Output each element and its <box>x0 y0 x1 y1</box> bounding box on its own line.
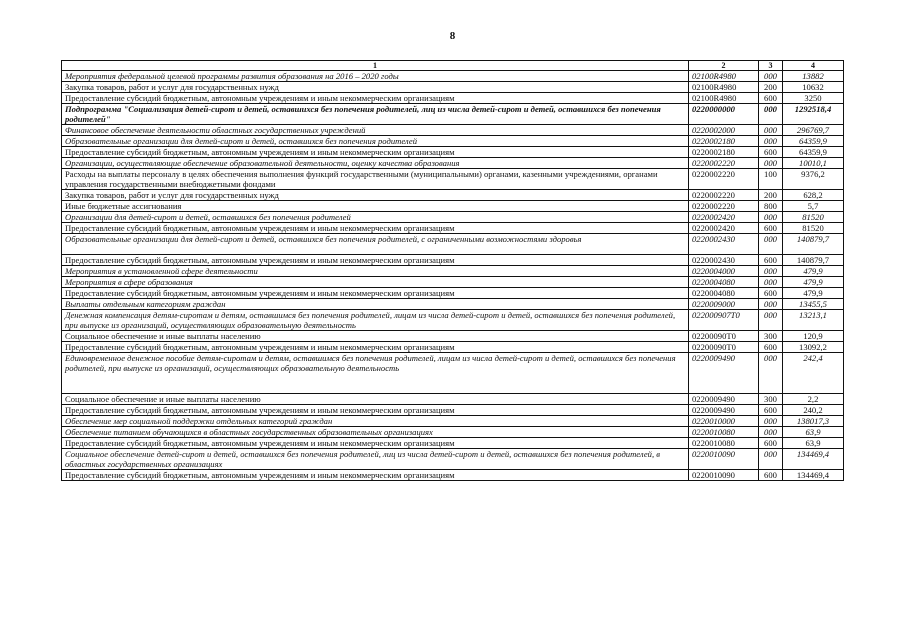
cell-expense-type: 300 <box>759 394 783 405</box>
table-body <box>62 71 844 481</box>
cell-name: Единовременное денежное пособие детям-сиротам и детям, оставшимся без попечения родителей, лицам из числа детей-сирот и детей, оставшихся без попечения родителей, при выпуске из организаций, осуществляющих образовательную деятельность <box>62 353 689 394</box>
table-row <box>62 266 844 277</box>
cell-expense-type: 000 <box>759 416 783 427</box>
cell-expense-type: 000 <box>759 299 783 310</box>
cell-sum: 13213,1 <box>783 310 844 331</box>
cell-name: Обеспечение мер социальной поддержки отдельных категорий граждан <box>62 416 689 427</box>
cell-sum: 10632 <box>783 82 844 93</box>
cell-sum: 138017,3 <box>783 416 844 427</box>
cell-sum: 134469,4 <box>783 470 844 481</box>
cell-name: Иные бюджетные ассигнования <box>62 201 689 212</box>
cell-code: 0220002000 <box>689 125 759 136</box>
cell-sum: 13882 <box>783 71 844 82</box>
cell-expense-type: 000 <box>759 277 783 288</box>
cell-code: 0220009000 <box>689 299 759 310</box>
cell-name: Подпрограмма "Социализация детей-сирот и детей, оставшихся без попечения родителей, лиц из числа детей-сирот и детей, оставшихся без попечения родителей" <box>62 104 689 125</box>
cell-name: Организации для детей-сирот и детей, оставшихся без попечения родителей <box>62 212 689 223</box>
cell-name: Закупка товаров, работ и услуг для государственных нужд <box>62 82 689 93</box>
cell-sum: 3250 <box>783 93 844 104</box>
table-row <box>62 405 844 416</box>
table-row <box>62 201 844 212</box>
cell-code: 0220002420 <box>689 212 759 223</box>
cell-expense-type: 000 <box>759 212 783 223</box>
table-row <box>62 223 844 234</box>
cell-sum: 140879,7 <box>783 255 844 266</box>
cell-expense-type: 000 <box>759 353 783 394</box>
cell-name: Предоставление субсидий бюджетным, автономным учреждениям и иным некоммерческим организациям <box>62 342 689 353</box>
table-row <box>62 438 844 449</box>
cell-name: Закупка товаров, работ и услуг для государственных нужд <box>62 190 689 201</box>
cell-code: 0220010080 <box>689 438 759 449</box>
cell-expense-type: 600 <box>759 223 783 234</box>
budget-table <box>61 60 844 481</box>
cell-name: Социальное обеспечение и иные выплаты населению <box>62 394 689 405</box>
cell-code: 02100R4980 <box>689 82 759 93</box>
cell-code: 02100R4980 <box>689 93 759 104</box>
cell-sum: 140879,7 <box>783 234 844 255</box>
cell-expense-type: 000 <box>759 266 783 277</box>
cell-code: 0220004000 <box>689 266 759 277</box>
cell-sum: 134469,4 <box>783 449 844 470</box>
cell-name: Предоставление субсидий бюджетным, автономным учреждениям и иным некоммерческим организациям <box>62 405 689 416</box>
cell-code: 02200090T0 <box>689 331 759 342</box>
cell-name: Обеспечение питанием обучающихся в областных государственных образовательных организациях <box>62 427 689 438</box>
cell-name: Предоставление субсидий бюджетным, автономным учреждениям и иным некоммерческим организациям <box>62 470 689 481</box>
cell-expense-type: 600 <box>759 288 783 299</box>
cell-code: 0220002220 <box>689 158 759 169</box>
cell-code: 0220010090 <box>689 470 759 481</box>
cell-code: 0220002180 <box>689 136 759 147</box>
cell-name: Предоставление субсидий бюджетным, автономным учреждениям и иным некоммерческим организациям <box>62 288 689 299</box>
cell-sum: 81520 <box>783 212 844 223</box>
cell-name: Мероприятия в установленной сфере деятельности <box>62 266 689 277</box>
table-row <box>62 104 844 125</box>
table-row <box>62 255 844 266</box>
column-header-expense-type: 3 <box>759 61 783 71</box>
cell-sum: 64359,9 <box>783 136 844 147</box>
cell-name: Финансовое обеспечение деятельности областных государственных учреждений <box>62 125 689 136</box>
table-row <box>62 158 844 169</box>
cell-sum: 13455,5 <box>783 299 844 310</box>
table-row <box>62 190 844 201</box>
cell-expense-type: 000 <box>759 234 783 255</box>
table-row <box>62 288 844 299</box>
cell-expense-type: 600 <box>759 255 783 266</box>
cell-code: 0220002420 <box>689 223 759 234</box>
cell-expense-type: 800 <box>759 201 783 212</box>
table-row <box>62 427 844 438</box>
table-row <box>62 416 844 427</box>
table-row <box>62 125 844 136</box>
cell-code: 022000907T0 <box>689 310 759 331</box>
cell-code: 0220004080 <box>689 288 759 299</box>
cell-expense-type: 200 <box>759 82 783 93</box>
cell-name: Образовательные организации для детей-сирот и детей, оставшихся без попечения родителей, с ограниченными возможностями здоровья <box>62 234 689 255</box>
table-row <box>62 212 844 223</box>
cell-sum: 5,7 <box>783 201 844 212</box>
cell-expense-type: 000 <box>759 104 783 125</box>
cell-name: Социальное обеспечение и иные выплаты населению <box>62 331 689 342</box>
cell-expense-type: 300 <box>759 331 783 342</box>
table-row <box>62 310 844 331</box>
cell-sum: 242,4 <box>783 353 844 394</box>
cell-expense-type: 600 <box>759 405 783 416</box>
cell-sum: 63,9 <box>783 427 844 438</box>
cell-sum: 81520 <box>783 223 844 234</box>
cell-code: 0220002430 <box>689 255 759 266</box>
cell-code: 0220010090 <box>689 449 759 470</box>
cell-name: Организации, осуществляющие обеспечение образовательной деятельности, оценку качества образования <box>62 158 689 169</box>
cell-code: 02100R4980 <box>689 71 759 82</box>
cell-sum: 13092,2 <box>783 342 844 353</box>
cell-code: 0220002220 <box>689 201 759 212</box>
column-header-name: 1 <box>62 61 689 71</box>
cell-expense-type: 000 <box>759 427 783 438</box>
table-row <box>62 71 844 82</box>
cell-expense-type: 000 <box>759 310 783 331</box>
cell-code: 0220002220 <box>689 190 759 201</box>
cell-sum: 479,9 <box>783 288 844 299</box>
cell-expense-type: 600 <box>759 438 783 449</box>
table-row <box>62 331 844 342</box>
cell-sum: 10010,1 <box>783 158 844 169</box>
cell-name: Предоставление субсидий бюджетным, автономным учреждениям и иным некоммерческим организациям <box>62 438 689 449</box>
cell-code: 0220009490 <box>689 394 759 405</box>
cell-name: Предоставление субсидий бюджетным, автономным учреждениям и иным некоммерческим организациям <box>62 93 689 104</box>
cell-expense-type: 000 <box>759 71 783 82</box>
cell-name: Социальное обеспечение детей-сирот и детей, оставшихся без попечения родителей, лиц из числа детей-сирот и детей, оставшихся без попечения родителей, в областных государственных организациях <box>62 449 689 470</box>
cell-code: 0220002180 <box>689 147 759 158</box>
cell-name: Образовательные организации для детей-сирот и детей, оставшихся без попечения родителей <box>62 136 689 147</box>
cell-expense-type: 000 <box>759 449 783 470</box>
column-header-code: 2 <box>689 61 759 71</box>
cell-code: 02200090T0 <box>689 342 759 353</box>
table-row <box>62 470 844 481</box>
cell-name: Предоставление субсидий бюджетным, автономным учреждениям и иным некоммерческим организациям <box>62 255 689 266</box>
cell-code: 0220010000 <box>689 416 759 427</box>
cell-name: Мероприятия федеральной целевой программы развития образования на 2016 – 2020 годы <box>62 71 689 82</box>
cell-sum: 64359,9 <box>783 147 844 158</box>
cell-expense-type: 100 <box>759 169 783 190</box>
table-row <box>62 93 844 104</box>
cell-expense-type: 600 <box>759 470 783 481</box>
cell-expense-type: 600 <box>759 93 783 104</box>
cell-code: 0220009490 <box>689 353 759 394</box>
cell-name: Предоставление субсидий бюджетным, автономным учреждениям и иным некоммерческим организациям <box>62 223 689 234</box>
table-row <box>62 169 844 190</box>
table-row <box>62 449 844 470</box>
cell-name: Выплаты отдельным категориям граждан <box>62 299 689 310</box>
table-row <box>62 147 844 158</box>
table-row <box>62 82 844 93</box>
table-header-row <box>62 61 844 71</box>
cell-sum: 9376,2 <box>783 169 844 190</box>
table-row <box>62 342 844 353</box>
cell-expense-type: 600 <box>759 147 783 158</box>
cell-code: 0220004080 <box>689 277 759 288</box>
table-row <box>62 394 844 405</box>
table-row <box>62 136 844 147</box>
cell-code: 0220009490 <box>689 405 759 416</box>
cell-name: Предоставление субсидий бюджетным, автономным учреждениям и иным некоммерческим организациям <box>62 147 689 158</box>
cell-code: 0220000000 <box>689 104 759 125</box>
cell-code: 0220002430 <box>689 234 759 255</box>
cell-sum: 479,9 <box>783 266 844 277</box>
column-header-sum: 4 <box>783 61 844 71</box>
cell-code: 0220010080 <box>689 427 759 438</box>
cell-sum: 63,9 <box>783 438 844 449</box>
cell-sum: 120,9 <box>783 331 844 342</box>
cell-sum: 628,2 <box>783 190 844 201</box>
table-row <box>62 234 844 255</box>
cell-expense-type: 600 <box>759 342 783 353</box>
table-row <box>62 277 844 288</box>
cell-sum: 2,2 <box>783 394 844 405</box>
cell-expense-type: 000 <box>759 125 783 136</box>
cell-sum: 240,2 <box>783 405 844 416</box>
cell-expense-type: 000 <box>759 136 783 147</box>
cell-expense-type: 200 <box>759 190 783 201</box>
cell-sum: 1292518,4 <box>783 104 844 125</box>
page-number: 8 <box>449 30 456 42</box>
cell-sum: 479,9 <box>783 277 844 288</box>
cell-sum: 296769,7 <box>783 125 844 136</box>
cell-name: Расходы на выплаты персоналу в целях обеспечения выполнения функций государственными (муниципальными) органами, казенными учреждениями, органами управления государственными внебюджетными фондами <box>62 169 689 190</box>
cell-expense-type: 000 <box>759 158 783 169</box>
cell-name: Денежная компенсация детям-сиротам и детям, оставшимся без попечения родителей, лицам из числа детей-сирот и детей, оставшихся без попечения родителей, при выпуске из организаций, осуществляющих образовательную деятельность <box>62 310 689 331</box>
cell-name: Мероприятия в сфере образования <box>62 277 689 288</box>
cell-code: 0220002220 <box>689 169 759 190</box>
table-row <box>62 299 844 310</box>
table-row <box>62 353 844 394</box>
